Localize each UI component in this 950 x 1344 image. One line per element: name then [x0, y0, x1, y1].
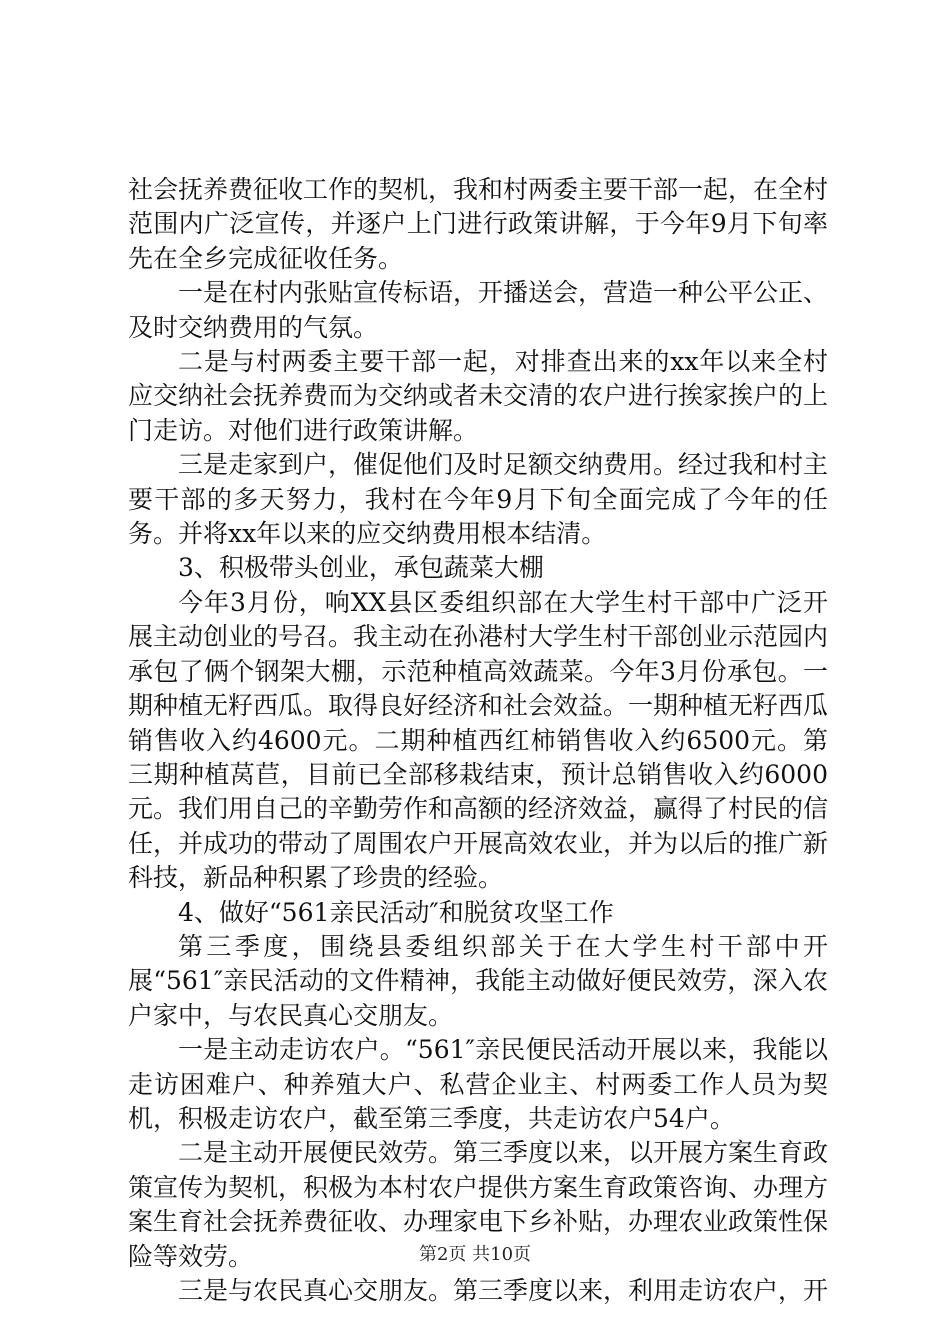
paragraph-third-quarter: 第三季度，围绕县委组织部关于在大学生村干部中开展“561″亲民活动的文件精神，我能主动做好便民效劳，深入农户家中，与农民真心交朋友。 [128, 931, 828, 1030]
paragraph-visit-farmers: 一是主动走访农户。“561″亲民便民活动开展以来，我能以走访困难户、种养殖大户、私营企业主、村两委工作人员为契机，积极走访农户，截至第三季度，共走访农户54户。 [128, 1035, 828, 1133]
paragraph-item-one: 一是在村内张贴宣传标语，开播送会，营造一种公平公正、及时交纳费用的气氛。 [128, 278, 829, 342]
paragraph-convenience-service: 二是主动开展便民效劳。第三季度以来，以开展方案生育政策宣传为契机，积极为本村农户提供方案生育政策咨询、办理方案生育社会抚养费征收、办理家电下乡补贴，办理农业政策性保险等效劳。 [128, 1138, 829, 1271]
document-body [128, 173, 828, 1308]
page-number-footer: 第2页 共10页 [418, 1244, 532, 1265]
paragraph-item-three: 三是走家到户，催促他们及时足额交纳费用。经过我和村主要干部的多天努力，我村在今年9月下旬全面完成了今年的任务。并将xx年以来的应交纳费用根本结清。 [128, 450, 829, 549]
paragraph-item-two: 二是与村两委主要干部一起，对排查出来的xx年以来全村应交纳社会抚养费而为交纳或者未交清的农户进行挨家挨户的上门走访。对他们进行政策讲解。 [128, 347, 829, 445]
paragraph-make-friends: 三是与农民真心交朋友。第三季度以来，利用走访农户，开 [178, 1276, 829, 1305]
section-heading-4: 4、做好“561亲民活动″和脱贫攻坚工作 [178, 897, 614, 927]
paragraph-greenhouse: 今年3月份，响XX县区委组织部在大学生村干部中广泛开展主动创业的号召。我主动在孙港村大学生村干部创业示范园内承包了俩个钢架大棚，示范种植高效蔬菜。今年3月份承包。一期种植无籽西瓜。取得良好经济和社会效益。一期种植无籽西瓜销售收入约4600元。二期种植西红柿销售收入约6500元。第三期种植莴苣，目前已全部移栽结束，预计总销售收入约6000元。我们用自己的辛勤劳作和高额的经济效益，赢得了村民的信任，并成功的带动了周围农户开展高效农业，并为以后的推广新科技，新品种积累了珍贵的经验。 [128, 587, 829, 893]
paragraph-continuation: 社会抚养费征收工作的契机，我和村两委主要干部一起，在全村范围内广泛宣传，并逐户上门进行政策讲解，于今年9月下旬率先在全乡完成征收任务。 [128, 175, 829, 273]
section-heading-3: 3、积极带头创业，承包蔬菜大棚 [178, 553, 544, 583]
